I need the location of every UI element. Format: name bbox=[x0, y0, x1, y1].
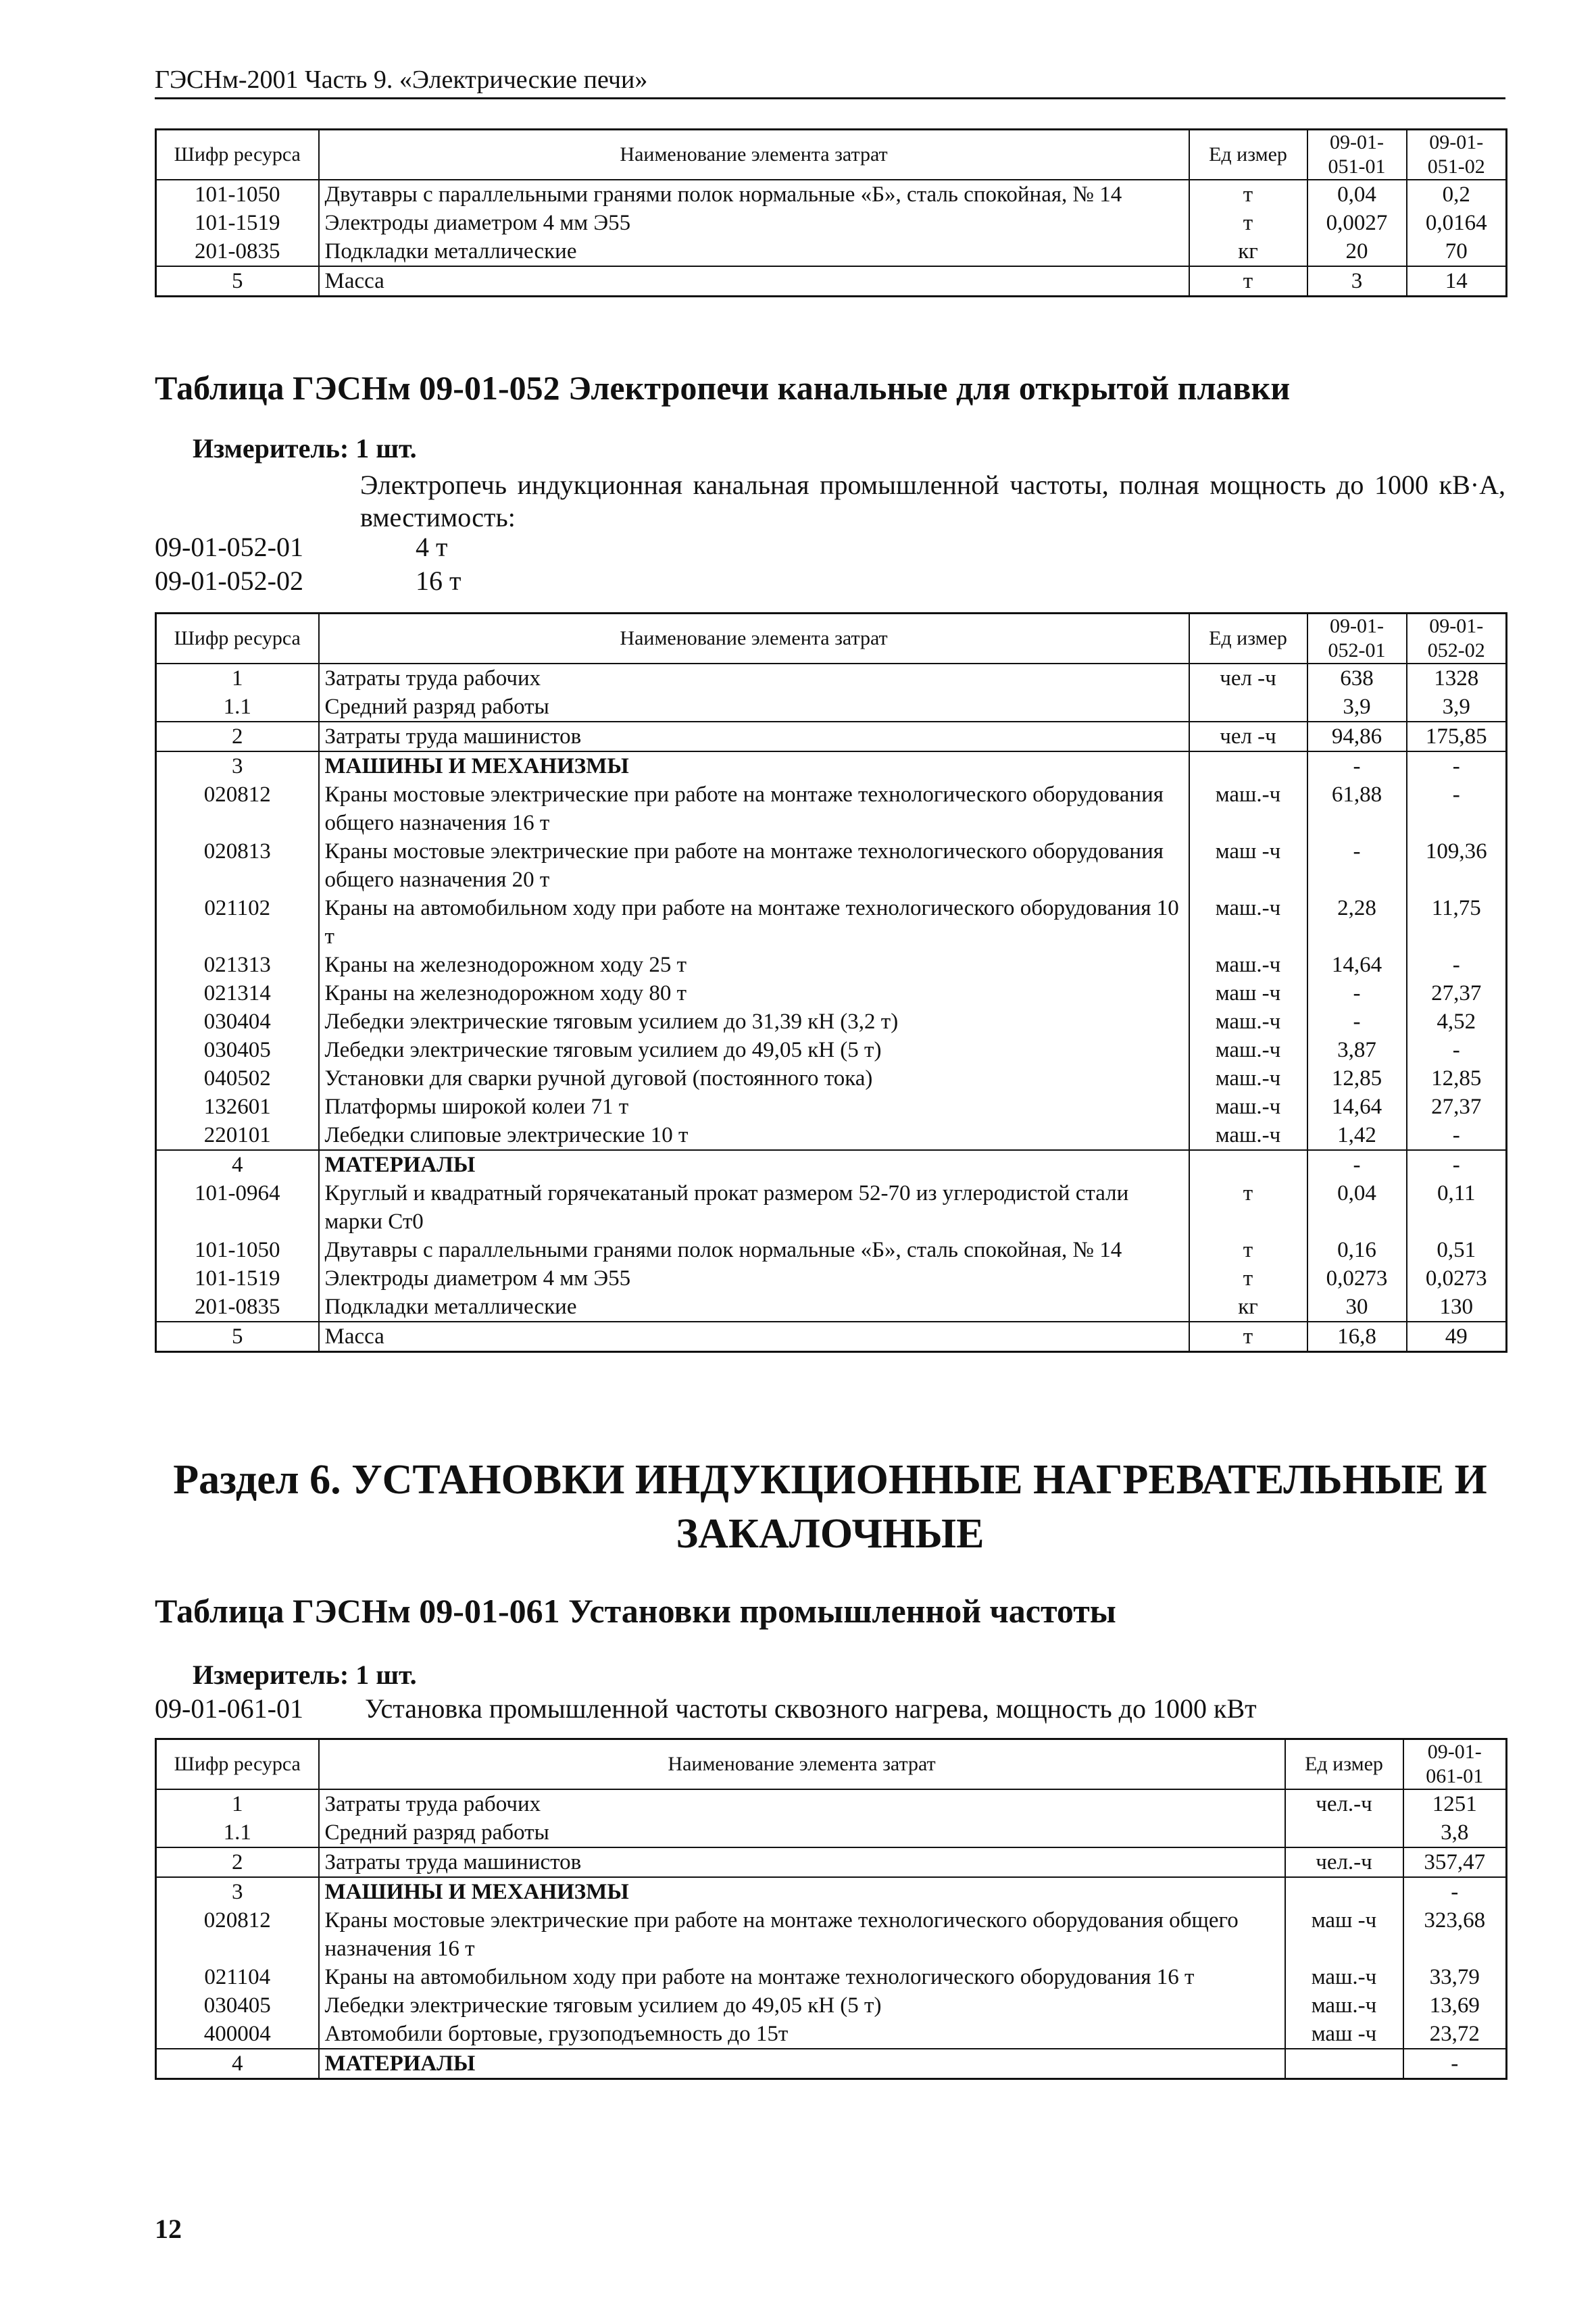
header-code: Шифр ресурса bbox=[156, 1739, 319, 1790]
cell-name: Платформы широкой колеи 71 т bbox=[319, 1093, 1189, 1121]
cell-unit: маш.-ч bbox=[1285, 1963, 1403, 1991]
table-052-description: Электропечь индукционная канальная промышленной частоты, полная мощность до 1000 кВ·А, вместимость: bbox=[360, 470, 1505, 532]
cell-name: Затраты труда машинистов bbox=[319, 1847, 1285, 1877]
cell-code: 101-1519 bbox=[156, 209, 319, 237]
cell-name: Затраты труда рабочих bbox=[319, 1789, 1285, 1818]
variant-code-1: 09-01-052-01 bbox=[155, 532, 303, 562]
cell-code: 020812 bbox=[156, 780, 319, 837]
cell-name: Подкладки металлические bbox=[319, 1293, 1189, 1322]
cell-a: 0,04 bbox=[1307, 180, 1407, 209]
cell-name: Лебедки электрические тяговым усилием до 49,05 кН (5 т) bbox=[319, 1991, 1285, 2020]
cell-unit: маш.-ч bbox=[1189, 951, 1307, 979]
cell-name: Двутавры с параллельными гранями полок нормальные «Б», сталь спокойная, № 14 bbox=[319, 1236, 1189, 1264]
table-row bbox=[156, 1847, 1507, 1877]
cell-name: МАШИНЫ И МЕХАНИЗМЫ bbox=[319, 751, 1189, 780]
cell-unit: маш.-ч bbox=[1285, 1991, 1403, 2020]
cell-code: 101-1050 bbox=[156, 180, 319, 209]
table-header bbox=[156, 130, 1507, 180]
cell-b: 3,9 bbox=[1407, 693, 1507, 722]
cost-table-051 bbox=[155, 128, 1507, 297]
cell-name: МАТЕРИАЛЫ bbox=[319, 1150, 1189, 1179]
cell-unit: т bbox=[1189, 1264, 1307, 1293]
cell-a: 94,86 bbox=[1307, 722, 1407, 751]
table-row bbox=[156, 951, 1507, 979]
table-row bbox=[156, 1093, 1507, 1121]
variant-value-1: 4 т bbox=[416, 532, 448, 562]
cell-unit: маш -ч bbox=[1189, 979, 1307, 1007]
cell-unit: маш -ч bbox=[1285, 1906, 1403, 1963]
table-row bbox=[156, 1818, 1507, 1847]
cell-b: 27,37 bbox=[1407, 979, 1507, 1007]
header-col-a: 09-01-052-01 bbox=[1307, 614, 1407, 664]
cell-unit: чел.-ч bbox=[1285, 1789, 1403, 1818]
table-row bbox=[156, 2020, 1507, 2049]
cell-a: 3,9 bbox=[1307, 693, 1407, 722]
cell-a: - bbox=[1307, 837, 1407, 894]
cell-unit: маш.-ч bbox=[1189, 1093, 1307, 1121]
header-name: Наименование элемента затрат bbox=[319, 1739, 1285, 1790]
meter-052 bbox=[193, 432, 417, 465]
cell-name: Лебедки электрические тяговым усилием до 31,39 кН (3,2 т) bbox=[319, 1007, 1189, 1036]
cell-unit: маш.-ч bbox=[1189, 1064, 1307, 1093]
cell-unit: т bbox=[1189, 209, 1307, 237]
header-col-a: 09-01-061-01 bbox=[1403, 1739, 1507, 1790]
cell-unit bbox=[1285, 1818, 1403, 1847]
cell-name: МАТЕРИАЛЫ bbox=[319, 2049, 1285, 2079]
table-row bbox=[156, 837, 1507, 894]
cell-a: - bbox=[1403, 1877, 1507, 1906]
cell-a: 1,42 bbox=[1307, 1121, 1407, 1150]
table-header bbox=[156, 614, 1507, 664]
cell-a: 33,79 bbox=[1403, 1963, 1507, 1991]
cell-b: 12,85 bbox=[1407, 1064, 1507, 1093]
cell-name: МАШИНЫ И МЕХАНИЗМЫ bbox=[319, 1877, 1285, 1906]
cell-name: Электроды диаметром 4 мм Э55 bbox=[319, 1264, 1189, 1293]
cell-name: Средний разряд работы bbox=[319, 1818, 1285, 1847]
cell-unit: маш.-ч bbox=[1189, 894, 1307, 951]
cell-a: 0,0027 bbox=[1307, 209, 1407, 237]
cell-a: 13,69 bbox=[1403, 1991, 1507, 2020]
cell-b: 175,85 bbox=[1407, 722, 1507, 751]
cell-name: Краны на автомобильном ходу при работе на монтаже технологического оборудования 16 т bbox=[319, 1963, 1285, 1991]
table-row bbox=[156, 1064, 1507, 1093]
cell-b: 14 bbox=[1407, 266, 1507, 297]
table-row bbox=[156, 780, 1507, 837]
table-row bbox=[156, 722, 1507, 751]
cell-unit: чел.-ч bbox=[1285, 1847, 1403, 1877]
cell-unit: маш.-ч bbox=[1189, 1121, 1307, 1150]
meter-value: 1 шт. bbox=[355, 433, 417, 464]
variant-description: Установка промышленной частоты сквозного нагрева, мощность до 1000 кВт bbox=[365, 1693, 1257, 1724]
cell-b: - bbox=[1407, 1150, 1507, 1179]
cell-a: 30 bbox=[1307, 1293, 1407, 1322]
table-row bbox=[156, 1322, 1507, 1352]
cell-name: Автомобили бортовые, грузоподъемность до 15т bbox=[319, 2020, 1285, 2049]
cell-unit: т bbox=[1189, 1322, 1307, 1352]
variant-value-2: 16 т bbox=[416, 566, 462, 596]
cell-code: 021314 bbox=[156, 979, 319, 1007]
cell-code: 021104 bbox=[156, 1963, 319, 1991]
cell-unit: чел -ч bbox=[1189, 664, 1307, 693]
cell-name: Краны мостовые электрические при работе на монтаже технологического оборудования общего назначения 16 т bbox=[319, 780, 1189, 837]
header-unit: Ед измер bbox=[1189, 614, 1307, 664]
cell-unit: т bbox=[1189, 266, 1307, 297]
cell-unit: кг bbox=[1189, 237, 1307, 266]
table-row bbox=[156, 1007, 1507, 1036]
cell-a: 3 bbox=[1307, 266, 1407, 297]
cell-unit bbox=[1189, 1150, 1307, 1179]
cell-code: 021102 bbox=[156, 894, 319, 951]
cell-b: 130 bbox=[1407, 1293, 1507, 1322]
cell-name: Краны на железнодорожном ходу 80 т bbox=[319, 979, 1189, 1007]
table-row bbox=[156, 1906, 1507, 1963]
cell-a: 357,47 bbox=[1403, 1847, 1507, 1877]
section-6-heading: Раздел 6. УСТАНОВКИ ИНДУКЦИОННЫЕ НАГРЕВАТЕЛЬНЫЕ И ЗАКАЛОЧНЫЕ bbox=[173, 1457, 1487, 1557]
cell-code: 2 bbox=[156, 722, 319, 751]
table-row bbox=[156, 1963, 1507, 1991]
cell-code: 020813 bbox=[156, 837, 319, 894]
meter-label: Измеритель: bbox=[193, 433, 349, 464]
header-unit: Ед измер bbox=[1285, 1739, 1403, 1790]
table-row bbox=[156, 237, 1507, 266]
cell-b: 0,0273 bbox=[1407, 1264, 1507, 1293]
cell-name: Двутавры с параллельными гранями полок нормальные «Б», сталь спокойная, № 14 bbox=[319, 180, 1189, 209]
table-row bbox=[156, 1179, 1507, 1236]
cell-b: 0,51 bbox=[1407, 1236, 1507, 1264]
cell-b: 70 bbox=[1407, 237, 1507, 266]
cell-code: 101-1050 bbox=[156, 1236, 319, 1264]
table-header bbox=[156, 1739, 1507, 1790]
table-row bbox=[156, 1264, 1507, 1293]
table-row bbox=[156, 1877, 1507, 1906]
cell-unit: маш -ч bbox=[1189, 837, 1307, 894]
cell-code: 2 bbox=[156, 1847, 319, 1877]
cell-a: 638 bbox=[1307, 664, 1407, 693]
cell-code: 400004 bbox=[156, 2020, 319, 2049]
header-code: Шифр ресурса bbox=[156, 614, 319, 664]
page-number: 12 bbox=[155, 2214, 182, 2244]
cell-code: 040502 bbox=[156, 1064, 319, 1093]
table-061-heading: Таблица ГЭСНм 09-01-061 Установки промышленной частоты bbox=[155, 1592, 1116, 1630]
cell-name: Электроды диаметром 4 мм Э55 bbox=[319, 209, 1189, 237]
cell-unit: маш.-ч bbox=[1189, 780, 1307, 837]
cell-a: - bbox=[1307, 1150, 1407, 1179]
table-row bbox=[156, 209, 1507, 237]
cell-b: 49 bbox=[1407, 1322, 1507, 1352]
cell-unit: т bbox=[1189, 1179, 1307, 1236]
header-name: Наименование элемента затрат bbox=[319, 614, 1189, 664]
table-row bbox=[156, 1991, 1507, 2020]
table-row bbox=[156, 894, 1507, 951]
cell-b: - bbox=[1407, 751, 1507, 780]
cell-code: 1 bbox=[156, 664, 319, 693]
cell-b: 4,52 bbox=[1407, 1007, 1507, 1036]
cell-name: Лебедки электрические тяговым усилием до 49,05 кН (5 т) bbox=[319, 1036, 1189, 1064]
table-052-heading: Таблица ГЭСНм 09-01-052 Электропечи канальные для открытой плавки bbox=[155, 369, 1291, 407]
meter-061 bbox=[193, 1659, 417, 1691]
variant-code: 09-01-061-01 bbox=[155, 1693, 303, 1724]
table-row bbox=[156, 1150, 1507, 1179]
cell-unit bbox=[1285, 2049, 1403, 2079]
table-row bbox=[156, 1236, 1507, 1264]
cell-name: Затраты труда машинистов bbox=[319, 722, 1189, 751]
cell-name: Подкладки металлические bbox=[319, 237, 1189, 266]
table-row bbox=[156, 1121, 1507, 1150]
table-row bbox=[156, 693, 1507, 722]
cell-a: 0,0273 bbox=[1307, 1264, 1407, 1293]
cell-b: 0,0164 bbox=[1407, 209, 1507, 237]
cell-b: - bbox=[1407, 780, 1507, 837]
header-col-a: 09-01-051-01 bbox=[1307, 130, 1407, 180]
cell-code: 4 bbox=[156, 2049, 319, 2079]
cell-code: 201-0835 bbox=[156, 1293, 319, 1322]
header-name: Наименование элемента затрат bbox=[319, 130, 1189, 180]
cell-code: 030404 bbox=[156, 1007, 319, 1036]
cell-unit: маш -ч bbox=[1285, 2020, 1403, 2049]
cell-a: 12,85 bbox=[1307, 1064, 1407, 1093]
cell-code: 5 bbox=[156, 266, 319, 297]
cell-a: 2,28 bbox=[1307, 894, 1407, 951]
table-row bbox=[156, 664, 1507, 693]
cell-a: 14,64 bbox=[1307, 1093, 1407, 1121]
cell-a: - bbox=[1403, 2049, 1507, 2079]
cell-a: - bbox=[1307, 979, 1407, 1007]
cell-code: 201-0835 bbox=[156, 237, 319, 266]
cell-b: - bbox=[1407, 951, 1507, 979]
meter-label: Измеритель: bbox=[193, 1660, 349, 1690]
cell-code: 132601 bbox=[156, 1093, 319, 1121]
variant-code-2: 09-01-052-02 bbox=[155, 566, 303, 596]
cell-name: Средний разряд работы bbox=[319, 693, 1189, 722]
running-head: ГЭСНм-2001 Часть 9. «Электрические печи» bbox=[155, 65, 1505, 99]
cell-a: 61,88 bbox=[1307, 780, 1407, 837]
header-unit: Ед измер bbox=[1189, 130, 1307, 180]
cell-code: 1.1 bbox=[156, 693, 319, 722]
table-row bbox=[156, 1293, 1507, 1322]
cell-b: 1328 bbox=[1407, 664, 1507, 693]
cell-a: 20 bbox=[1307, 237, 1407, 266]
cell-a: - bbox=[1307, 1007, 1407, 1036]
cell-a: - bbox=[1307, 751, 1407, 780]
cell-name: Круглый и квадратный горячекатаный прокат размером 52-70 из углеродистой стали марки Ст0 bbox=[319, 1179, 1189, 1236]
cell-b: - bbox=[1407, 1036, 1507, 1064]
cell-name: Лебедки слиповые электрические 10 т bbox=[319, 1121, 1189, 1150]
header-col-b: 09-01-051-02 bbox=[1407, 130, 1507, 180]
cell-name: Масса bbox=[319, 1322, 1189, 1352]
cell-name: Установки для сварки ручной дуговой (постоянного тока) bbox=[319, 1064, 1189, 1093]
table-row bbox=[156, 979, 1507, 1007]
cell-code: 021313 bbox=[156, 951, 319, 979]
cell-unit: маш.-ч bbox=[1189, 1007, 1307, 1036]
cell-unit bbox=[1285, 1877, 1403, 1906]
cell-code: 030405 bbox=[156, 1036, 319, 1064]
cell-unit: чел -ч bbox=[1189, 722, 1307, 751]
cell-b: 27,37 bbox=[1407, 1093, 1507, 1121]
cell-b: 0,2 bbox=[1407, 180, 1507, 209]
header-code: Шифр ресурса bbox=[156, 130, 319, 180]
table-row bbox=[156, 266, 1507, 297]
cell-b: - bbox=[1407, 1121, 1507, 1150]
cell-code: 1 bbox=[156, 1789, 319, 1818]
cell-a: 23,72 bbox=[1403, 2020, 1507, 2049]
cell-a: 1251 bbox=[1403, 1789, 1507, 1818]
cell-unit: кг bbox=[1189, 1293, 1307, 1322]
cell-name: Масса bbox=[319, 266, 1189, 297]
cell-a: 0,04 bbox=[1307, 1179, 1407, 1236]
cell-code: 030405 bbox=[156, 1991, 319, 2020]
cell-code: 3 bbox=[156, 751, 319, 780]
table-row bbox=[156, 2049, 1507, 2079]
cell-b: 109,36 bbox=[1407, 837, 1507, 894]
meter-value: 1 шт. bbox=[355, 1660, 417, 1690]
cell-code: 4 bbox=[156, 1150, 319, 1179]
table-row bbox=[156, 751, 1507, 780]
cell-a: 323,68 bbox=[1403, 1906, 1507, 1963]
cell-a: 3,87 bbox=[1307, 1036, 1407, 1064]
cell-name: Краны на автомобильном ходу при работе на монтаже технологического оборудования 10 т bbox=[319, 894, 1189, 951]
cell-unit bbox=[1189, 751, 1307, 780]
table-row bbox=[156, 1036, 1507, 1064]
cell-unit: т bbox=[1189, 180, 1307, 209]
cell-name: Краны мостовые электрические при работе на монтаже технологического оборудования общего назначения 20 т bbox=[319, 837, 1189, 894]
cell-unit bbox=[1189, 693, 1307, 722]
cost-table-052 bbox=[155, 612, 1507, 1353]
cell-code: 020812 bbox=[156, 1906, 319, 1963]
cell-b: 11,75 bbox=[1407, 894, 1507, 951]
cell-code: 1.1 bbox=[156, 1818, 319, 1847]
cell-name: Затраты труда рабочих bbox=[319, 664, 1189, 693]
header-col-b: 09-01-052-02 bbox=[1407, 614, 1507, 664]
cell-code: 5 bbox=[156, 1322, 319, 1352]
cell-name: Краны мостовые электрические при работе на монтаже технологического оборудования общего назначения 16 т bbox=[319, 1906, 1285, 1963]
cell-unit: т bbox=[1189, 1236, 1307, 1264]
cell-a: 3,8 bbox=[1403, 1818, 1507, 1847]
table-row bbox=[156, 180, 1507, 209]
cost-table-061 bbox=[155, 1738, 1507, 2080]
table-row bbox=[156, 1789, 1507, 1818]
cell-code: 3 bbox=[156, 1877, 319, 1906]
cell-b: 0,11 bbox=[1407, 1179, 1507, 1236]
cell-a: 14,64 bbox=[1307, 951, 1407, 979]
cell-code: 101-0964 bbox=[156, 1179, 319, 1236]
cell-code: 101-1519 bbox=[156, 1264, 319, 1293]
cell-a: 0,16 bbox=[1307, 1236, 1407, 1264]
cell-code: 220101 bbox=[156, 1121, 319, 1150]
cell-name: Краны на железнодорожном ходу 25 т bbox=[319, 951, 1189, 979]
cell-a: 16,8 bbox=[1307, 1322, 1407, 1352]
cell-unit: маш.-ч bbox=[1189, 1036, 1307, 1064]
